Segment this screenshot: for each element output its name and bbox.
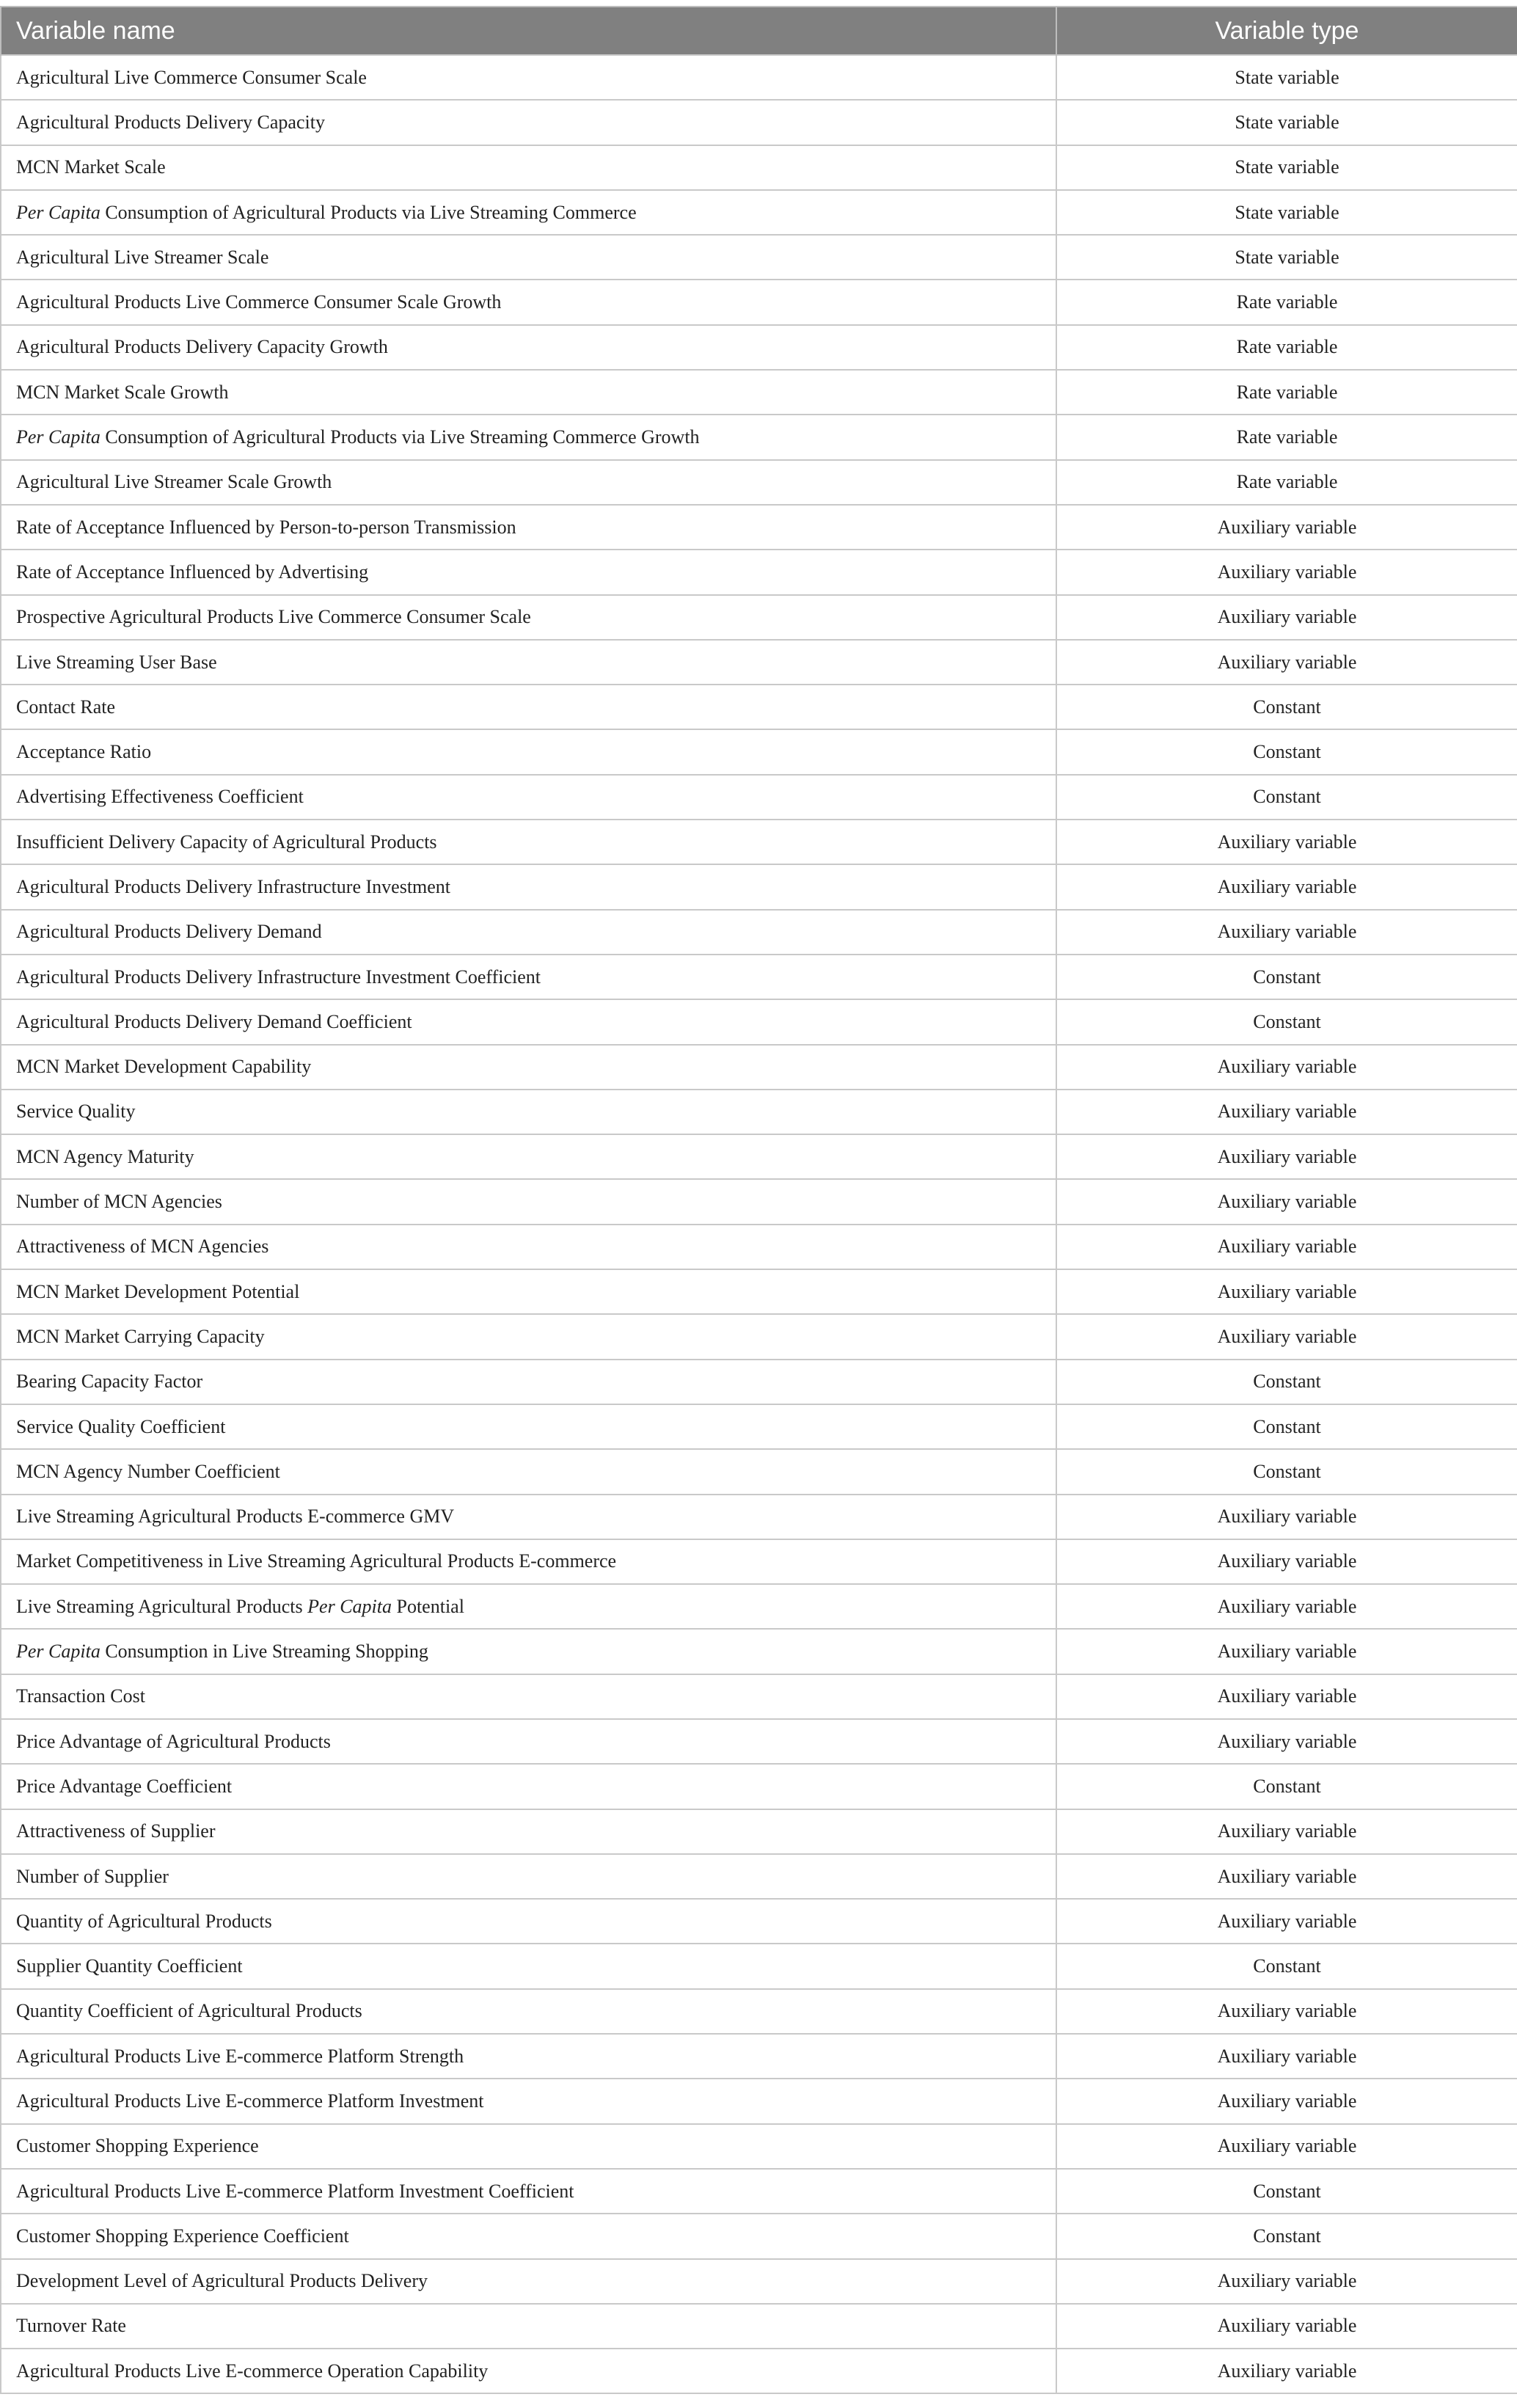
table-row	[1, 1045, 1517, 1090]
variable-name-text: Agricultural Products Delivery Capacity	[16, 111, 325, 133]
variable-name-cell	[1, 460, 1056, 505]
variable-type-cell: Constant	[1056, 2214, 1517, 2258]
variable-name-cell	[1, 2124, 1056, 2169]
variable-type-cell: Auxiliary variable	[1056, 1134, 1517, 1179]
variable-type-cell: Auxiliary variable	[1056, 1674, 1517, 1719]
variable-type-cell: Constant	[1056, 1360, 1517, 1404]
variable-name-cell	[1, 1360, 1056, 1404]
variable-name-cell	[1, 1090, 1056, 1134]
variable-type-cell: Constant	[1056, 1944, 1517, 1988]
variable-name-text: Contact Rate	[16, 696, 116, 718]
variable-name-text: MCN Market Scale Growth	[16, 381, 229, 403]
variable-name-cell	[1, 2034, 1056, 2079]
variable-name-text: Attractiveness of Supplier	[16, 1820, 216, 1842]
variable-type-cell: Constant	[1056, 685, 1517, 729]
variable-name-cell	[1, 999, 1056, 1044]
variable-table-container	[0, 6, 1517, 2394]
variable-name-cell	[1, 2349, 1056, 2393]
variable-name-text-tail: Potential	[392, 1595, 464, 1617]
variable-name-cell	[1, 1495, 1056, 1539]
variable-name-cell	[1, 2169, 1056, 2214]
variable-type-cell: Auxiliary variable	[1056, 1045, 1517, 1090]
variable-name-text: Agricultural Products Live Commerce Consumer Scale Growth	[16, 291, 502, 313]
table-row	[1, 1090, 1517, 1134]
variable-type-cell: Auxiliary variable	[1056, 1989, 1517, 2034]
variable-name-cell	[1, 1314, 1056, 1359]
variable-type-cell: State variable	[1056, 145, 1517, 190]
variable-name-text: Live Streaming Agricultural Products E-commerce GMV	[16, 1506, 455, 1528]
variable-type-cell: Auxiliary variable	[1056, 1809, 1517, 1854]
variable-type-cell: Constant	[1056, 2169, 1517, 2214]
variable-name-italic: Per Capita	[16, 1641, 100, 1663]
variable-name-cell	[1, 910, 1056, 955]
variable-type-cell: Auxiliary variable	[1056, 640, 1517, 685]
table-row	[1, 775, 1517, 820]
table-row	[1, 820, 1517, 864]
table-row	[1, 280, 1517, 324]
variable-name-text: Acceptance Ratio	[16, 741, 152, 763]
variable-type-cell: Auxiliary variable	[1056, 505, 1517, 550]
table-row	[1, 235, 1517, 280]
variable-name-text: Customer Shopping Experience Coefficient	[16, 2225, 349, 2247]
table-row	[1, 640, 1517, 685]
table-row	[1, 1314, 1517, 1359]
table-row	[1, 100, 1517, 145]
variable-type-cell: Auxiliary variable	[1056, 1719, 1517, 1764]
variable-name-cell	[1, 1719, 1056, 1764]
variable-type-cell: Auxiliary variable	[1056, 910, 1517, 955]
variable-name-cell	[1, 280, 1056, 324]
table-row	[1, 1899, 1517, 1944]
table-row	[1, 910, 1517, 955]
variable-name-cell	[1, 1764, 1056, 1809]
variable-name-cell	[1, 1854, 1056, 1899]
table-row	[1, 2034, 1517, 2079]
variable-name-cell	[1, 864, 1056, 909]
header-variable-type: Variable type	[1056, 7, 1517, 55]
variable-name-text: Agricultural Products Delivery Demand Coefficient	[16, 1010, 412, 1032]
variable-name-text: Service Quality	[16, 1101, 136, 1123]
variable-type-cell: State variable	[1056, 55, 1517, 100]
variable-name-text: Agricultural Products Delivery Infrastructure Investment Coefficient	[16, 966, 541, 988]
variable-name-cell	[1, 2259, 1056, 2304]
variable-name-text: Agricultural Live Commerce Consumer Scale	[16, 66, 367, 88]
table-row	[1, 1764, 1517, 1809]
variable-name-cell	[1, 955, 1056, 999]
variable-name-text: Agricultural Products Delivery Infrastructure Investment	[16, 875, 451, 897]
variable-type-cell: Constant	[1056, 1404, 1517, 1449]
table-row	[1, 1360, 1517, 1404]
variable-name-italic: Per Capita	[307, 1595, 392, 1617]
variable-type-cell: Auxiliary variable	[1056, 1629, 1517, 1674]
variable-type-cell: Rate variable	[1056, 280, 1517, 324]
variable-type-cell: Auxiliary variable	[1056, 2349, 1517, 2393]
variable-type-cell: Auxiliary variable	[1056, 1314, 1517, 1359]
variable-type-cell: Auxiliary variable	[1056, 1225, 1517, 1269]
variable-name-cell	[1, 370, 1056, 415]
table-row	[1, 1674, 1517, 1719]
variable-type-cell: Constant	[1056, 955, 1517, 999]
variable-name-italic: Per Capita	[16, 201, 100, 223]
variable-name-text: Agricultural Products Live E-commerce Platform Investment Coefficient	[16, 2180, 574, 2202]
variable-name-text: Customer Shopping Experience	[16, 2135, 259, 2157]
variable-type-cell: Constant	[1056, 1449, 1517, 1494]
variable-type-cell: State variable	[1056, 100, 1517, 145]
variable-name-cell	[1, 1045, 1056, 1090]
table-row	[1, 1269, 1517, 1314]
variable-name-text: Agricultural Products Live E-commerce Operation Capability	[16, 2360, 489, 2382]
variable-table	[0, 6, 1517, 2394]
variable-name-cell	[1, 640, 1056, 685]
table-row	[1, 864, 1517, 909]
table-row	[1, 55, 1517, 100]
variable-name-cell	[1, 415, 1056, 459]
table-row	[1, 1495, 1517, 1539]
variable-type-cell: Auxiliary variable	[1056, 1090, 1517, 1134]
variable-name-cell	[1, 1269, 1056, 1314]
variable-name-cell	[1, 190, 1056, 235]
variable-type-cell: Auxiliary variable	[1056, 1854, 1517, 1899]
variable-name-cell	[1, 1944, 1056, 1988]
variable-type-cell: Rate variable	[1056, 415, 1517, 459]
variable-name-text: Consumption of Agricultural Products via Live Streaming Commerce Growth	[100, 426, 700, 448]
variable-name-text: Agricultural Live Streamer Scale	[16, 246, 269, 268]
variable-name-cell	[1, 1404, 1056, 1449]
variable-type-cell: Auxiliary variable	[1056, 1269, 1517, 1314]
variable-name-text: Transaction Cost	[16, 1685, 145, 1707]
variable-name-cell	[1, 325, 1056, 370]
variable-name-text: Market Competitiveness in Live Streaming Agricultural Products E-commerce	[16, 1550, 617, 1572]
table-body	[1, 55, 1517, 2393]
variable-type-cell: Auxiliary variable	[1056, 595, 1517, 640]
variable-name-cell	[1, 820, 1056, 864]
table-row	[1, 2124, 1517, 2169]
variable-type-cell: Auxiliary variable	[1056, 1899, 1517, 1944]
table-row	[1, 1719, 1517, 1764]
table-row	[1, 325, 1517, 370]
variable-name-text: Live Streaming User Base	[16, 651, 217, 673]
table-row	[1, 2304, 1517, 2349]
variable-type-cell: Rate variable	[1056, 460, 1517, 505]
variable-name-text: Attractiveness of MCN Agencies	[16, 1236, 269, 1258]
table-row	[1, 1225, 1517, 1269]
variable-type-cell: Auxiliary variable	[1056, 1539, 1517, 1584]
table-row	[1, 1404, 1517, 1449]
variable-type-cell: Auxiliary variable	[1056, 1179, 1517, 1224]
table-row	[1, 550, 1517, 594]
variable-name-text: Price Advantage of Agricultural Products	[16, 1730, 331, 1752]
variable-name-cell	[1, 55, 1056, 100]
table-row	[1, 415, 1517, 459]
variable-name-cell	[1, 1674, 1056, 1719]
variable-name-cell	[1, 1809, 1056, 1854]
variable-name-cell	[1, 685, 1056, 729]
table-row	[1, 1629, 1517, 1674]
variable-name-text: Number of MCN Agencies	[16, 1191, 222, 1213]
variable-name-cell	[1, 1629, 1056, 1674]
variable-name-text: Bearing Capacity Factor	[16, 1371, 203, 1393]
variable-type-cell: Constant	[1056, 999, 1517, 1044]
variable-name-text: Rate of Acceptance Influenced by Advertising	[16, 561, 369, 583]
variable-name-cell	[1, 1134, 1056, 1179]
variable-name-text: Insufficient Delivery Capacity of Agricultural Products	[16, 831, 437, 853]
variable-type-cell: Rate variable	[1056, 325, 1517, 370]
variable-name-text: MCN Agency Number Coefficient	[16, 1460, 280, 1482]
variable-type-cell: State variable	[1056, 190, 1517, 235]
variable-name-cell	[1, 1989, 1056, 2034]
table-row	[1, 2169, 1517, 2214]
variable-name-text: MCN Market Development Capability	[16, 1056, 312, 1078]
table-row	[1, 2349, 1517, 2393]
variable-type-cell: Auxiliary variable	[1056, 1584, 1517, 1629]
table-header	[1, 7, 1517, 55]
variable-type-cell: Auxiliary variable	[1056, 2259, 1517, 2304]
variable-name-text: Service Quality Coefficient	[16, 1415, 226, 1437]
variable-name-text: Agricultural Products Delivery Demand	[16, 921, 322, 943]
variable-type-cell: Auxiliary variable	[1056, 550, 1517, 594]
variable-name-cell	[1, 100, 1056, 145]
variable-type-cell: Constant	[1056, 1764, 1517, 1809]
variable-name-cell	[1, 1584, 1056, 1629]
variable-name-cell	[1, 505, 1056, 550]
table-row	[1, 729, 1517, 774]
variable-name-italic: Per Capita	[16, 426, 100, 448]
table-row	[1, 1989, 1517, 2034]
variable-name-text: Live Streaming Agricultural Products	[16, 1595, 308, 1617]
table-row	[1, 145, 1517, 190]
variable-name-cell	[1, 595, 1056, 640]
table-row	[1, 1809, 1517, 1854]
variable-name-cell	[1, 775, 1056, 820]
variable-name-text: Agricultural Products Live E-commerce Platform Investment	[16, 2090, 484, 2112]
variable-name-text: Agricultural Live Streamer Scale Growth	[16, 471, 332, 493]
variable-type-cell: State variable	[1056, 235, 1517, 280]
variable-type-cell: Constant	[1056, 775, 1517, 820]
variable-type-cell: Constant	[1056, 729, 1517, 774]
variable-name-cell	[1, 1179, 1056, 1224]
variable-name-text: MCN Market Carrying Capacity	[16, 1325, 265, 1347]
table-row	[1, 685, 1517, 729]
variable-name-cell	[1, 145, 1056, 190]
variable-name-text: Turnover Rate	[16, 2315, 126, 2337]
variable-name-cell	[1, 2304, 1056, 2349]
header-row	[1, 7, 1517, 55]
variable-name-cell	[1, 235, 1056, 280]
variable-name-text: Quantity Coefficient of Agricultural Products	[16, 2000, 362, 2022]
variable-name-text: Quantity of Agricultural Products	[16, 1910, 272, 1932]
variable-type-cell: Auxiliary variable	[1056, 820, 1517, 864]
variable-name-text: Agricultural Products Delivery Capacity Growth	[16, 336, 388, 358]
variable-name-cell	[1, 1449, 1056, 1494]
variable-name-text: MCN Market Development Potential	[16, 1280, 300, 1302]
table-row	[1, 2214, 1517, 2258]
table-row	[1, 1854, 1517, 1899]
table-row	[1, 1944, 1517, 1988]
table-row	[1, 1449, 1517, 1494]
variable-type-cell: Auxiliary variable	[1056, 2304, 1517, 2349]
table-row	[1, 1179, 1517, 1224]
variable-name-text: Development Level of Agricultural Products Delivery	[16, 2270, 428, 2292]
variable-name-text: Agricultural Products Live E-commerce Platform Strength	[16, 2045, 464, 2067]
table-row	[1, 460, 1517, 505]
table-row	[1, 1539, 1517, 1584]
variable-type-cell: Auxiliary variable	[1056, 864, 1517, 909]
variable-name-cell	[1, 729, 1056, 774]
variable-name-text: Rate of Acceptance Influenced by Person-to-person Transmission	[16, 516, 516, 538]
table-row	[1, 2259, 1517, 2304]
table-row	[1, 1584, 1517, 1629]
table-row	[1, 505, 1517, 550]
table-row	[1, 955, 1517, 999]
variable-type-cell: Auxiliary variable	[1056, 1495, 1517, 1539]
variable-name-text: Consumption in Live Streaming Shopping	[100, 1641, 428, 1663]
table-row	[1, 595, 1517, 640]
table-row	[1, 190, 1517, 235]
variable-name-cell	[1, 1225, 1056, 1269]
variable-name-text: Advertising Effectiveness Coefficient	[16, 786, 304, 808]
variable-name-text: MCN Agency Maturity	[16, 1145, 194, 1167]
variable-name-text: MCN Market Scale	[16, 156, 166, 178]
variable-type-cell: Auxiliary variable	[1056, 2079, 1517, 2123]
variable-name-cell	[1, 550, 1056, 594]
variable-name-text: Prospective Agricultural Products Live Commerce Consumer Scale	[16, 606, 531, 628]
variable-name-cell	[1, 2214, 1056, 2258]
variable-name-text: Supplier Quantity Coefficient	[16, 1955, 243, 1977]
variable-name-cell	[1, 1539, 1056, 1584]
variable-name-text: Number of Supplier	[16, 1865, 169, 1887]
variable-type-cell: Rate variable	[1056, 370, 1517, 415]
header-variable-name: Variable name	[1, 7, 1056, 55]
variable-name-text: Consumption of Agricultural Products via Live Streaming Commerce	[100, 201, 637, 223]
variable-type-cell: Auxiliary variable	[1056, 2034, 1517, 2079]
table-row	[1, 2079, 1517, 2123]
table-row	[1, 370, 1517, 415]
variable-name-text: Price Advantage Coefficient	[16, 1775, 233, 1797]
variable-type-cell: Auxiliary variable	[1056, 2124, 1517, 2169]
variable-name-cell	[1, 2079, 1056, 2123]
table-row	[1, 1134, 1517, 1179]
table-row	[1, 999, 1517, 1044]
variable-name-cell	[1, 1899, 1056, 1944]
